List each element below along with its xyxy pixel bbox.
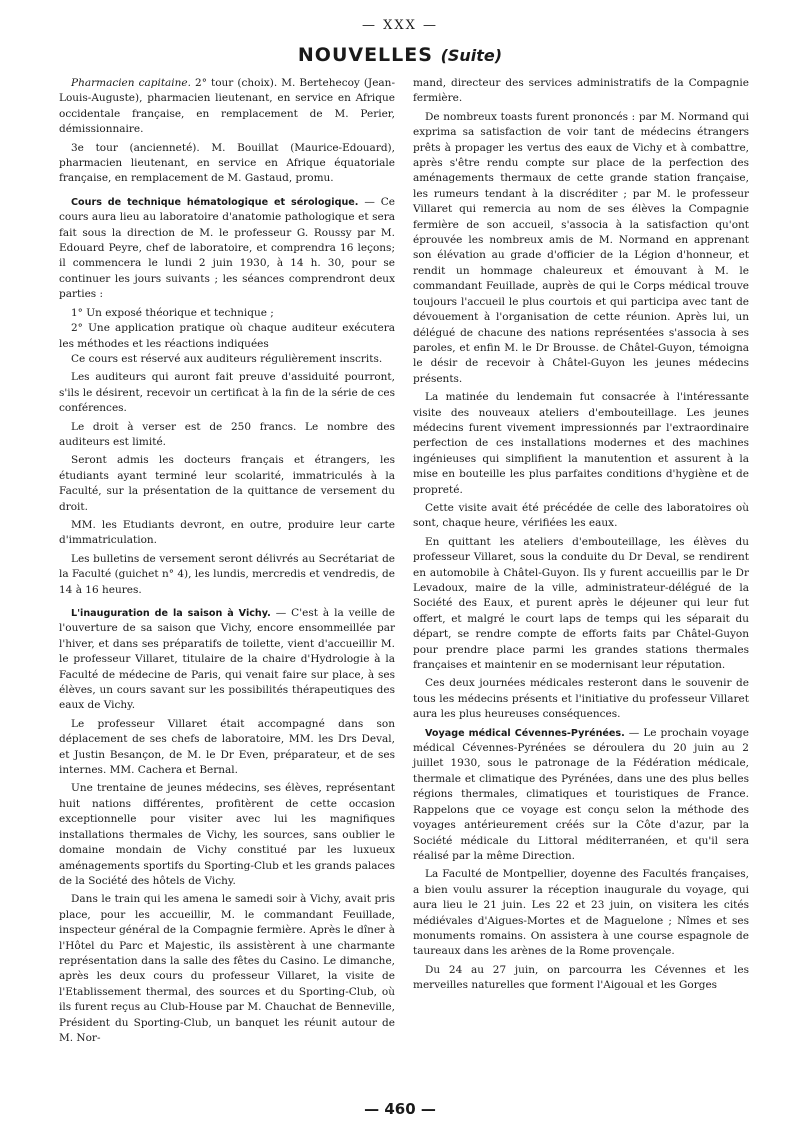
cours-technique-heading: Cours de technique hématologique et sérologique. [71,196,359,208]
page-number: — 460 — [364,1100,436,1118]
paragraph: Le droit à verser est de 250 francs. Le nombre des auditeurs est limité. [59,420,395,448]
title-text: NOUVELLES [297,44,433,66]
right-column [413,76,749,997]
title-suite: (Suite) [440,46,503,65]
paragraph-text: 2° tour (choix). M. Bertehecoy (Jean-Louis-Auguste), pharmacien lieutenant, en service en Afrique occidentale française, en remplacement de M. Perier, démissionnaire. [59,77,395,136]
inauguration-vichy-heading: L'inauguration de la saison à Vichy. [71,608,271,619]
page-roman-numeral: — XXX — [361,18,439,33]
pharmacien-capitaine-lead: Pharmacien capitaine. [71,77,191,89]
paragraph-text: — C'est à la veille de l'ouverture de sa saison que Vichy, encore ensommeillée par l'hiver, et dans ses préparatifs de toilette, vient d'accueillir M. le professeur Villaret, titulaire de la chaire d'Hydrologie à la Faculté de médecine de Paris, qui venait faire sur place, à ses élèves, un cours savant sur les possibilités thérapeutiques des eaux de Vichy. [59,607,395,712]
paragraph: Du 24 au 27 juin, on parcourra les Cévennes et les merveilles naturelles que forment l'Aigoual et les Gorges [413,963,749,992]
list-item: 2° Une application pratique où chaque auditeur exécutera les méthodes et les réactions indiquées [59,322,395,350]
paragraph: Seront admis les docteurs français et étrangers, les étudiants ayant terminé leur scolarité, immatriculés à la Faculté, sur la présentation de la quittance de versement du droit. [59,454,395,513]
paragraph: 3e tour (ancienneté). M. Bouillat (Maurice-Edouard), pharmacien lieutenant, en service en Afrique équatoriale française, en remplacement de M. Gastaud, promu. [59,141,395,185]
paragraph: mand, directeur des services administratifs de la Compagnie fermière. [413,77,749,105]
paragraph: Cette visite avait été précédée de celle des laboratoires où sont, chaque heure, vérifiées les eaux. [413,501,749,530]
paragraph-text: — Ce cours aura lieu au laboratoire d'anatomie pathologique et sera fait sous la direction de M. le professeur G. Roussy par M. Edouard Peyre, chef de laboratoire, et comprendra 16 leçons; il commencera le lundi 2 juin 1930, à 14 h. 30, pour se continuer les jours suivants ; les séances comprendront deux parties : [59,195,395,301]
paragraph: Les bulletins de versement seront délivrés au Secrétariat de la Faculté (guichet n° 4), les lundis, mercredis et vendredis, de 14 à 16 heures. [59,552,395,596]
paragraph [59,195,395,303]
paragraph: Le professeur Villaret était accompagné dans son déplacement de ses chefs de laboratoire, MM. les Drs Deval, et Justin Besançon, de M. le Dr Even, préparateur, et de ses internes. MM. Cachera et Bernal. [59,717,395,777]
paragraph: Ces deux journées médicales resteront dans le souvenir de tous les médecins présents et l'initiative du professeur Villaret aura les plus heureuses conséquences. [413,677,749,721]
paragraph: Dans le train qui les amena le samedi soir à Vichy, avait pris place, pour les accueillir, M. le commandant Feuillade, inspecteur général de la Compagnie fermière. Après le dîner à l'Hôtel du Parc et Majestic, ils assistèrent à une charmante représentation dans la salle des fêtes du Casino. Le dimanche, après les deux cours du professeur Villaret, la visite de l'Etablissement thermal, des sources et du Sporting-Club, où ils furent reçus au Club-House par M. Chauchat de Benneville, Président du Sporting-Club, un banquet les réunit autour de M. Nor- [59,893,395,1044]
list-item: 1° Un exposé théorique et technique ; [71,306,274,319]
paragraph [59,606,395,714]
voyage-medical-heading: Voyage médical Cévennes-Pyrénées. [425,727,625,739]
paragraph: Une trentaine de jeunes médecins, ses élèves, représentant huit nations différentes, profitèrent de cette occasion exceptionnelle pour visiter avec lui les magnifiques installations thermales de Vichy, les sources, sans oublier le domaine mondain de Vichy constitué par les luxueux aménagements sportifs du Sporting-Club et les grands palaces de la Société des hôtels de Vichy. [59,782,395,887]
section-title [0,44,800,66]
paragraph: De nombreux toasts furent prononcés : par M. Normand qui exprima sa satisfaction de voir tant de médecins étrangers prêts à propager les vertus des eaux de Vichy et à combattre, après s'être rendu compte sur place de la perfection des aménagements thermaux de cette grande station française, les rumeurs tendant à la discréditer ; par M. le professeur Villaret qui remercia au nom de ses élèves la Compagnie fermière de son accueil, s'associa à la satisfaction qu'ont éprouvée les nombreux amis de M. Normand en apprenant son élévation au grade d'officier de la Légion d'honneur, et rendit un hommage chaleureux et émouvant à M. le commandant Feuillade, auprès de qui le Corps médical trouve toujours l'accueil le plus courtois et qui participa avec tant de dévouement à l'organisation de cette réunion. Après lui, un délégué de chacune des nations représentées s'associa à ses paroles, et enfin M. le Dr Brousse. de Châtel-Guyon, témoigna le désir de recevoir à Châtel-Guyon les jeunes médecins présents. [413,110,749,385]
paragraph-text: — Le prochain voyage médical Cévennes-Pyrénées se déroulera du 20 juin au 2 juillet 1930, sous le patronage de la Fédération médicale, thermale et climatique des Pyrénées, dans une des plus belles régions thermales, climatiques et touristiques de France. Rappelons que ce voyage est conçu selon la méthode des voyages antérieurement créés sur la Côte d'azur, par la Société médicale du Littoral méditerranéen, et qu'il sera réalisé par la même Direction. [413,726,749,862]
paragraph: En quittant les ateliers d'embouteillage, les élèves du professeur Villaret, sous la conduite du Dr Deval, se rendirent en automobile à Châtel-Guyon. Ils y furent accueillis par le Dr Levadoux, maire de la ville, administrateur-délégué de la Société des Eaux, et purent après le déjeuner qui leur fut offert, et malgré le court laps de temps qui les séparait du départ, se rendre compte de efforts faits par Châtel-Guyon pour prendre place parmi les grandes stations thermales françaises et maintenir en se modernisant leur réputation. [413,535,749,672]
paragraph: Ce cours est réservé aux auditeurs régulièrement inscrits. [71,352,383,365]
paragraph [413,726,749,865]
paragraph [59,76,395,138]
paragraph: La Faculté de Montpellier, doyenne des Facultés françaises, a bien voulu assurer la réception inaugurale du voyage, qui aura lieu le 21 juin. Les 22 et 23 juin, on visitera les cités médiévales d'Aigues-Mortes et de Maguelone ; Nîmes et ses monuments romains. On assistera à une course espagnole de taureaux dans les arènes de la Rome provençale. [413,868,749,958]
left-column [59,76,395,1049]
paragraph: Les auditeurs qui auront fait preuve d'assiduité pourront, s'ils le désirent, recevoir un certificat à la fin de la série de ces conférences. [59,371,395,415]
paragraph: La matinée du lendemain fut consacrée à l'intéressante visite des nouveaux ateliers d'embouteillage. Les jeunes médecins furent vivement impressionnés par l'extraordinaire perfection de ces installations modernes et des machines ingénieuses qui simplifient la manutention et assurent à la mise en bouteille les plus parfaites conditions d'hygiène et de propreté. [413,391,749,496]
paragraph: MM. les Etudiants devront, en outre, produire leur carte d'immatriculation. [59,518,395,547]
